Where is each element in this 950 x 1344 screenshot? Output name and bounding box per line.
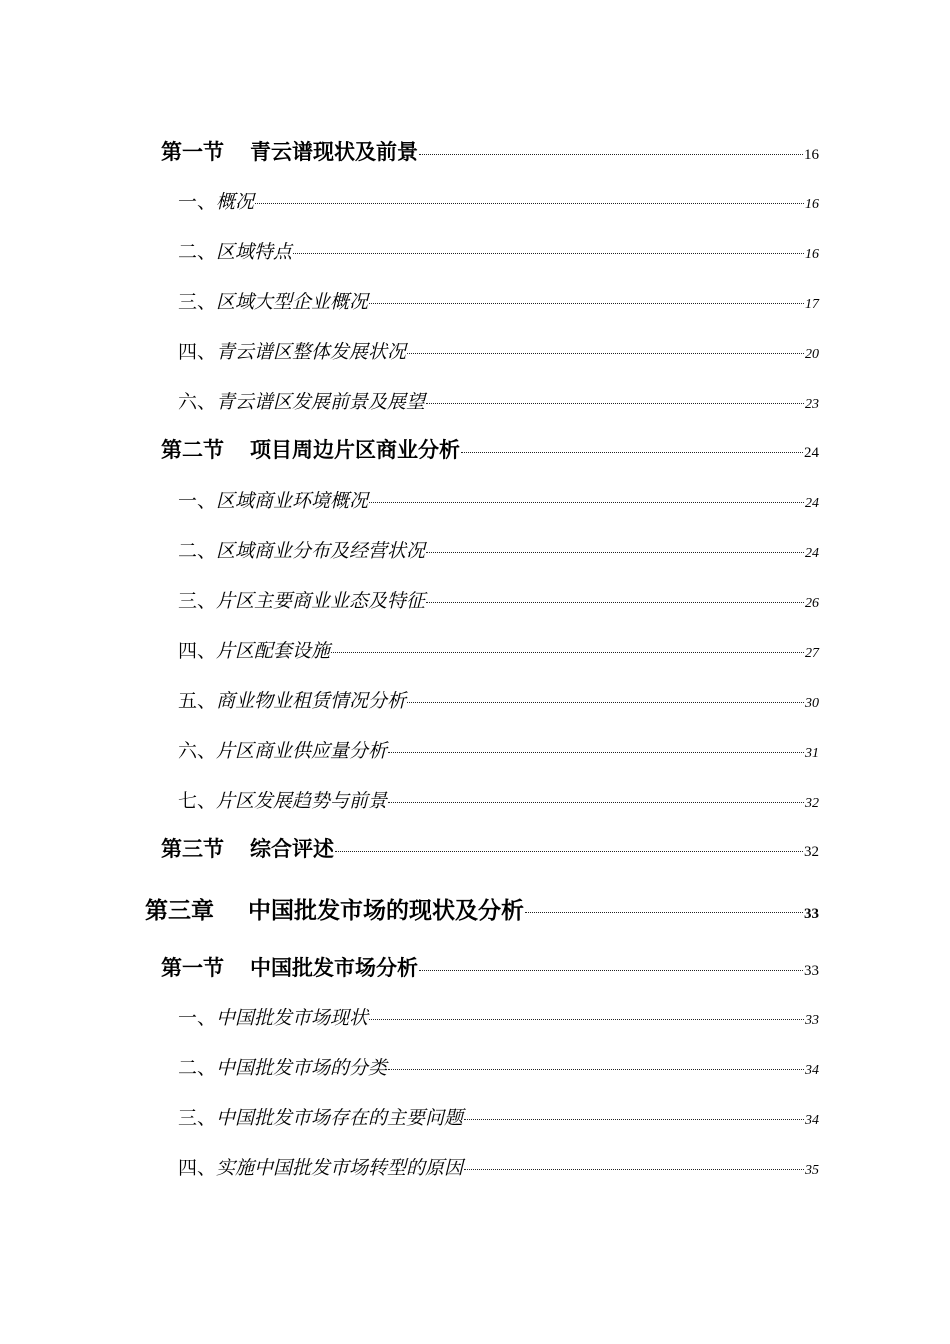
dot-leader <box>426 602 804 603</box>
dot-leader <box>407 353 804 354</box>
toc-entry-page: 20 <box>805 347 819 362</box>
toc-entry-number: 一、 <box>178 490 217 512</box>
toc-entry-title: 青云谱现状及前景 <box>250 140 418 164</box>
toc-entry-page: 16 <box>805 197 819 212</box>
toc-entry-title: 区域大型企业概况 <box>216 291 369 313</box>
toc-entry-page: 24 <box>805 496 819 511</box>
toc-entry-title: 中国批发市场分析 <box>250 956 418 980</box>
dot-leader <box>388 1069 804 1070</box>
toc-entry-title: 商业物业租赁情况分析 <box>216 690 407 712</box>
toc-entry-label <box>178 1053 387 1080</box>
dot-leader <box>407 702 804 703</box>
toc-entry-title: 中国批发市场的现状及分析 <box>248 898 524 924</box>
dot-leader <box>461 452 803 453</box>
toc-entry-title: 片区配套设施 <box>216 640 331 662</box>
toc-entry-title: 片区主要商业业态及特征 <box>216 590 426 612</box>
toc-entry-title: 中国批发市场存在的主要问题 <box>216 1107 464 1129</box>
toc-entry-label <box>178 1003 368 1030</box>
toc-entry-number: 第一节 <box>161 140 224 164</box>
toc-entry-page: 30 <box>805 696 819 711</box>
toc-entry-title: 综合评述 <box>250 837 334 861</box>
toc-entry-label <box>178 287 368 314</box>
toc-entry-label <box>161 833 334 863</box>
toc-entry-title: 片区商业供应量分析 <box>216 740 388 762</box>
toc-entry-page: 35 <box>805 1163 819 1178</box>
dot-leader <box>426 552 804 553</box>
toc-entry-title: 青云谱区整体发展状况 <box>216 341 407 363</box>
toc-entry-label <box>178 337 406 364</box>
toc-entry-page: 26 <box>805 596 819 611</box>
toc-entry-label <box>178 686 406 713</box>
toc-entry-title: 区域特点 <box>216 241 293 263</box>
toc-entry-title: 中国批发市场的分类 <box>216 1057 388 1079</box>
toc-entry-title: 中国批发市场现状 <box>216 1007 369 1029</box>
toc-entry-page: 24 <box>805 546 819 561</box>
dot-leader <box>293 253 804 254</box>
toc-entry-chapter[interactable] <box>145 892 819 925</box>
toc-entry-number: 三、 <box>178 291 217 313</box>
toc-entry-page: 34 <box>805 1113 819 1128</box>
toc-entry-item[interactable] <box>178 686 819 713</box>
toc-entry-label <box>178 786 387 813</box>
toc-entry-number: 四、 <box>178 1157 217 1179</box>
toc-entry-item[interactable] <box>178 1153 819 1180</box>
toc-entry-item[interactable] <box>178 486 819 513</box>
toc-entry-label <box>178 486 368 513</box>
toc-entry-title: 概况 <box>216 191 255 213</box>
toc-entry-section[interactable] <box>161 136 819 166</box>
toc-entry-number: 七、 <box>178 790 217 812</box>
toc-entry-number: 三、 <box>178 1107 217 1129</box>
toc-entry-page: 32 <box>805 796 819 811</box>
toc-entry-number: 二、 <box>178 540 217 562</box>
toc-entry-number: 四、 <box>178 341 217 363</box>
toc-entry-label <box>178 1153 463 1180</box>
toc-entry-label <box>178 586 425 613</box>
dot-leader <box>388 752 804 753</box>
toc-entry-page: 27 <box>805 646 819 661</box>
toc-entry-number: 二、 <box>178 1057 217 1079</box>
dot-leader <box>464 1169 804 1170</box>
toc-entry-title: 片区发展趋势与前景 <box>216 790 388 812</box>
toc-entry-number: 六、 <box>178 391 217 413</box>
toc-entry-item[interactable] <box>178 1003 819 1030</box>
toc-entry-number: 五、 <box>178 690 217 712</box>
toc-entry-label <box>145 892 524 925</box>
toc-entry-item[interactable] <box>178 786 819 813</box>
toc-entry-page: 16 <box>805 247 819 262</box>
dot-leader <box>369 303 804 304</box>
toc-entry-label <box>178 387 425 414</box>
toc-entry-label <box>178 237 292 264</box>
dot-leader <box>419 154 803 155</box>
toc-entry-page: 16 <box>804 147 819 163</box>
toc-entry-number: 第一节 <box>161 956 224 980</box>
toc-entry-section[interactable] <box>161 833 819 863</box>
toc-entry-item[interactable] <box>178 337 819 364</box>
dot-leader <box>335 851 803 852</box>
dot-leader <box>255 203 804 204</box>
toc-entry-item[interactable] <box>178 636 819 663</box>
toc-entry-title: 区域商业环境概况 <box>216 490 369 512</box>
toc-entry-number: 第三节 <box>161 837 224 861</box>
toc-entry-label <box>178 736 387 763</box>
toc-entry-item[interactable] <box>178 1053 819 1080</box>
dot-leader <box>419 970 803 971</box>
dot-leader <box>426 403 804 404</box>
toc-entry-label <box>178 536 425 563</box>
dot-leader <box>464 1119 804 1120</box>
toc-entry-page: 17 <box>805 297 819 312</box>
dot-leader <box>369 502 804 503</box>
toc-entry-item[interactable] <box>178 237 819 264</box>
toc-entry-label <box>161 136 418 166</box>
toc-entry-number: 四、 <box>178 640 217 662</box>
toc-entry-page: 34 <box>805 1063 819 1078</box>
toc-entry-title: 项目周边片区商业分析 <box>250 438 460 462</box>
dot-leader <box>388 802 804 803</box>
toc-entry-item[interactable] <box>178 586 819 613</box>
toc-entry-number: 一、 <box>178 191 217 213</box>
toc-entry-number: 三、 <box>178 590 217 612</box>
toc-entry-item[interactable] <box>178 287 819 314</box>
toc-entry-title: 青云谱区发展前景及展望 <box>216 391 426 413</box>
dot-leader <box>525 912 803 913</box>
toc-entry-item[interactable] <box>178 387 819 414</box>
toc-entry-number: 二、 <box>178 241 217 263</box>
toc-entry-page: 32 <box>804 844 819 860</box>
toc-entry-page: 33 <box>804 963 819 979</box>
toc-entry-page: 33 <box>804 906 819 922</box>
toc-entry-label <box>161 952 418 982</box>
toc-entry-page: 24 <box>804 445 819 461</box>
toc-entry-item[interactable] <box>178 536 819 563</box>
toc-entry-section[interactable] <box>161 434 819 464</box>
toc-entry-label <box>178 187 254 214</box>
toc-entry-label <box>178 636 330 663</box>
toc-entry-section[interactable] <box>161 952 819 982</box>
toc-entry-page: 23 <box>805 397 819 412</box>
toc-entry-number: 六、 <box>178 740 217 762</box>
toc-entry-number: 第三章 <box>145 898 214 924</box>
toc-entry-item[interactable] <box>178 736 819 763</box>
toc-entry-title: 实施中国批发市场转型的原因 <box>216 1157 464 1179</box>
toc-entry-title: 区域商业分布及经营状况 <box>216 540 426 562</box>
toc-entry-page: 31 <box>805 746 819 761</box>
dot-leader <box>331 652 804 653</box>
toc-entry-item[interactable] <box>178 187 819 214</box>
toc-entry-label <box>178 1103 463 1130</box>
toc-entry-page: 33 <box>805 1013 819 1028</box>
toc-entry-number: 一、 <box>178 1007 217 1029</box>
dot-leader <box>369 1019 804 1020</box>
toc-entry-label <box>161 434 460 464</box>
toc-entry-number: 第二节 <box>161 438 224 462</box>
toc-entry-item[interactable] <box>178 1103 819 1130</box>
